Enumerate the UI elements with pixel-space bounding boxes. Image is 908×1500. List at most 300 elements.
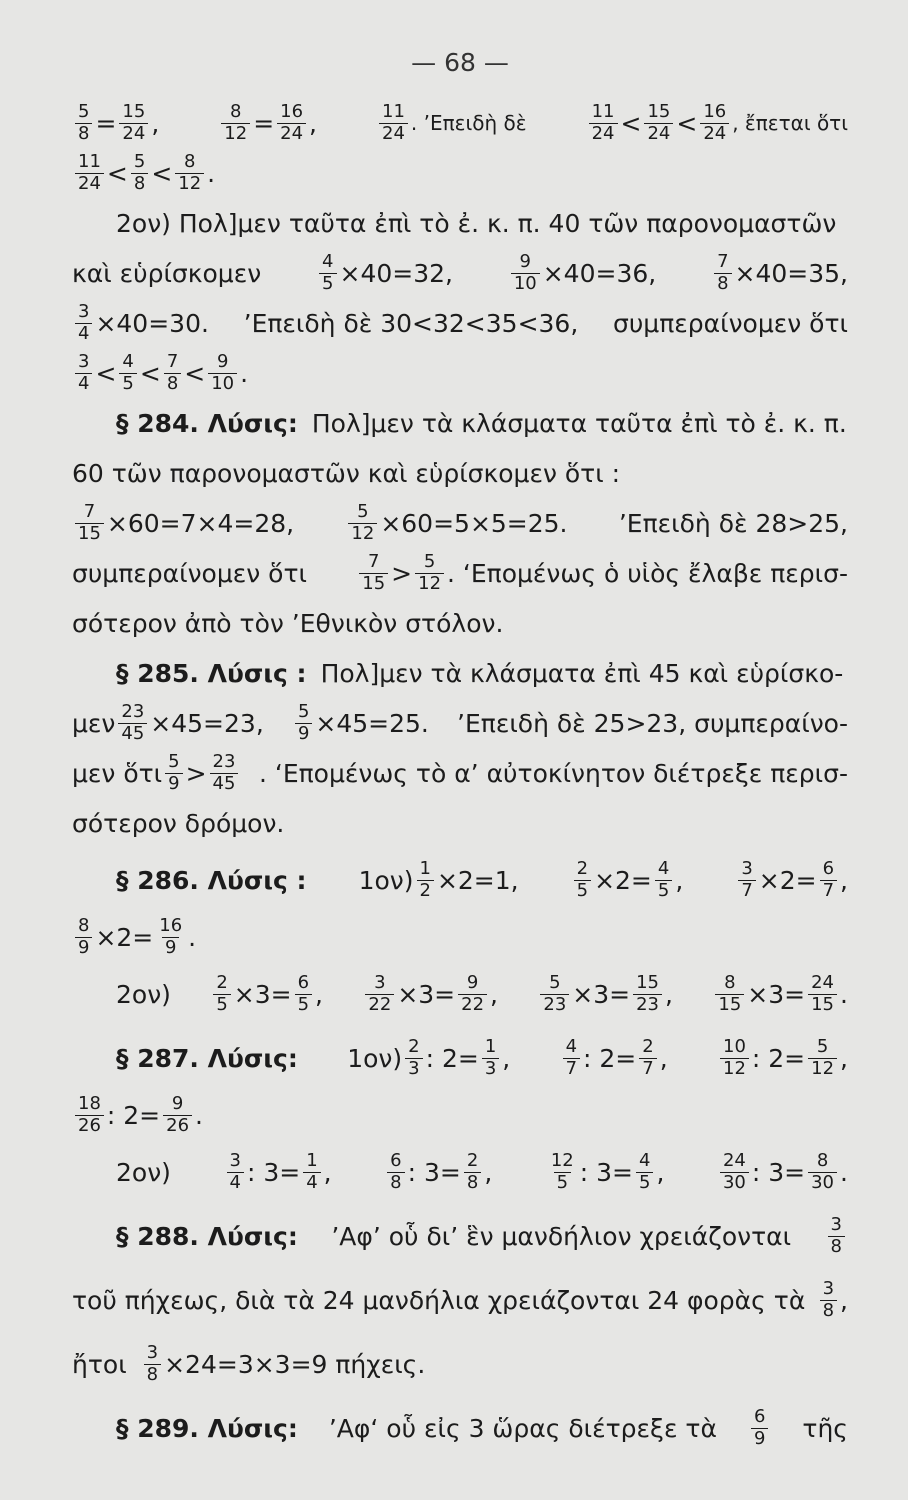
numerator: 10 — [723, 1035, 746, 1057]
fraction — [563, 1035, 580, 1079]
line-13 — [72, 701, 848, 745]
text: ’Επειδὴ δὲ 30<32<35<36, — [243, 308, 579, 338]
numerator: 24 — [811, 971, 834, 993]
fraction — [118, 700, 147, 744]
numerator: 5 — [816, 1035, 829, 1057]
denominator: 10 — [511, 273, 540, 294]
text: 1ον) — [347, 1043, 403, 1073]
fraction — [379, 100, 408, 144]
fraction — [808, 971, 837, 1015]
denominator: 8 — [131, 173, 148, 194]
numerator: 8 — [724, 971, 736, 993]
line-1 — [72, 101, 848, 145]
fraction — [820, 857, 837, 901]
text: ×40=30. — [95, 308, 209, 338]
section-heading: § 286. Λύσις : — [116, 865, 307, 895]
denominator: 7 — [820, 880, 837, 901]
numerator: 4 — [322, 250, 334, 272]
numerator: 9 — [216, 350, 229, 372]
fraction — [75, 500, 104, 544]
denominator: 24 — [277, 123, 306, 144]
numerator: 16 — [159, 914, 183, 936]
comma: , — [659, 1043, 668, 1073]
section-heading: § 288. Λύσις: — [116, 1221, 298, 1251]
numerator: 7 — [166, 350, 179, 372]
text: ἤτοι — [72, 1349, 127, 1379]
operator: < — [184, 358, 206, 388]
text: ×45=23, — [150, 708, 264, 738]
numerator: 7 — [717, 250, 729, 272]
numerator: 3 — [830, 1213, 842, 1235]
numerator: 23 — [121, 700, 145, 722]
denominator: 9 — [75, 937, 92, 958]
numerator: 8 — [230, 100, 242, 122]
numerator: 9 — [519, 250, 531, 272]
expr — [362, 971, 498, 1015]
expr — [717, 1035, 848, 1079]
line-19 — [72, 1029, 848, 1087]
numerator: 15 — [636, 971, 660, 993]
fraction — [820, 1277, 837, 1321]
text: ’Αφ’ οὗ δι’ ἓν μανδήλιον χρειάζονται — [331, 1221, 792, 1251]
numerator: 6 — [753, 1405, 766, 1427]
text: : 2= — [751, 1043, 806, 1073]
text: 60 τῶν παρονομαστῶν καὶ εὑρίσκομεν ὅτι : — [72, 458, 621, 488]
line-17 — [72, 915, 848, 959]
fraction — [295, 971, 312, 1015]
numerator: 3 — [822, 1277, 835, 1299]
fraction — [75, 300, 92, 344]
text: ×45=25. — [315, 708, 429, 738]
fraction — [511, 250, 540, 294]
expr — [735, 857, 848, 901]
expr — [72, 300, 209, 344]
text: ×24=3×3=9 πήχεις. — [164, 1349, 426, 1379]
denominator: 45 — [118, 723, 147, 744]
period: . — [188, 922, 197, 952]
section-heading: § 287. Λύσις: — [116, 1043, 298, 1073]
denominator: 15 — [75, 523, 104, 544]
numerator: 7 — [83, 500, 96, 522]
numerator: 24 — [722, 1149, 746, 1171]
text: , ἔπεται ὅτι — [732, 111, 848, 135]
expr — [376, 100, 527, 144]
denominator: 9 — [165, 773, 182, 794]
denominator: 8 — [387, 1172, 404, 1193]
line-2 — [72, 151, 848, 195]
fraction — [131, 150, 148, 194]
numerator: 5 — [357, 500, 369, 522]
denominator: 3 — [405, 1058, 422, 1079]
denominator: 23 — [540, 994, 569, 1015]
expr — [560, 1035, 668, 1079]
denominator: 5 — [574, 880, 591, 901]
numerator: 4 — [638, 1149, 651, 1171]
fraction — [751, 1405, 768, 1449]
denominator: 5 — [636, 1172, 653, 1193]
fraction — [208, 350, 237, 394]
fraction — [417, 857, 434, 901]
denominator: 2 — [417, 880, 434, 901]
line-20 — [72, 1093, 848, 1137]
period: . — [840, 1157, 848, 1187]
fraction — [75, 150, 104, 194]
fraction — [636, 1149, 653, 1193]
denominator: 24 — [379, 123, 408, 144]
denominator: 12 — [348, 523, 377, 544]
expr — [545, 1149, 665, 1193]
expr — [210, 971, 323, 1015]
text: ’Επειδὴ δὲ 25>23, συμπεραίνο- — [457, 708, 848, 738]
expr — [711, 250, 848, 294]
fraction — [75, 914, 92, 958]
numerator: 16 — [280, 100, 304, 122]
expr — [316, 250, 453, 294]
expr — [72, 914, 197, 958]
fraction — [415, 550, 444, 594]
denominator: 7 — [639, 1058, 656, 1079]
text: : 2= — [106, 1100, 161, 1130]
fraction — [828, 1213, 845, 1257]
period: . — [240, 358, 249, 388]
text: ×40=36, — [542, 258, 657, 288]
expr — [72, 1092, 203, 1136]
numerator: 1 — [306, 1149, 318, 1171]
text: ×60=5×5=25. — [380, 508, 568, 538]
line-14 — [72, 751, 848, 795]
line-12 — [72, 651, 848, 695]
fraction — [365, 971, 394, 1015]
fraction — [210, 750, 239, 794]
fraction — [482, 1035, 499, 1079]
fraction — [720, 1149, 749, 1193]
comma: , — [490, 979, 498, 1009]
numerator: 2 — [408, 1035, 420, 1057]
expr — [537, 971, 673, 1015]
fraction — [639, 1035, 656, 1079]
denominator: 8 — [464, 1172, 481, 1193]
fraction — [464, 1149, 481, 1193]
numerator: 5 — [297, 700, 310, 722]
denominator: 12 — [720, 1058, 749, 1079]
denominator: 22 — [458, 994, 487, 1015]
fraction — [277, 100, 306, 144]
comma: , — [502, 1043, 511, 1073]
denominator: 9 — [295, 723, 312, 744]
fraction — [808, 1035, 837, 1079]
line-21 — [72, 1143, 848, 1201]
fraction — [119, 350, 136, 394]
line-5 — [72, 301, 848, 345]
fraction — [633, 971, 662, 1015]
fraction — [714, 250, 731, 294]
numerator: 3 — [146, 1341, 159, 1363]
text: 1ον) — [358, 865, 414, 895]
denominator: 30 — [808, 1172, 837, 1193]
denominator: 12 — [221, 123, 250, 144]
fraction — [589, 100, 618, 144]
expr — [72, 700, 264, 744]
comma: , — [840, 865, 848, 895]
denominator: 8 — [828, 1236, 845, 1257]
denominator: 8 — [144, 1364, 161, 1385]
fraction — [738, 857, 755, 901]
numerator: 4 — [657, 857, 670, 879]
numerator: 6 — [822, 857, 835, 879]
line-23 — [72, 1271, 848, 1329]
numerator: 4 — [122, 350, 134, 372]
numerator: 8 — [183, 150, 196, 172]
operator: < — [620, 108, 642, 138]
line-18 — [72, 965, 848, 1023]
fraction — [165, 750, 182, 794]
numerator: 11 — [382, 100, 405, 122]
numerator: 2 — [642, 1035, 654, 1057]
expr — [384, 1149, 493, 1193]
line-16 — [72, 851, 848, 909]
denominator: 30 — [720, 1172, 749, 1193]
denominator: 8 — [75, 123, 92, 144]
fraction — [295, 700, 312, 744]
line-6 — [72, 351, 848, 395]
fraction — [348, 500, 377, 544]
denominator: 8 — [164, 373, 181, 394]
numerator: 2 — [576, 857, 589, 879]
comma: , — [309, 108, 317, 138]
section-heading: § 289. Λύσις: — [116, 1413, 298, 1443]
fraction — [164, 350, 181, 394]
denominator: 15 — [359, 573, 388, 594]
fraction — [540, 971, 569, 1015]
fraction — [303, 1149, 320, 1193]
text: ×2= — [758, 865, 817, 895]
numerator: 5 — [423, 550, 436, 572]
comma: , — [665, 979, 673, 1009]
denominator: 22 — [365, 994, 394, 1015]
numerator: 3 — [229, 1149, 241, 1171]
period: . — [195, 1100, 203, 1130]
operator: < — [95, 358, 117, 388]
numerator: 2 — [216, 971, 228, 993]
text: Πολ]μεν τὰ κλάσματα ταῦτα ἐπὶ τὸ ἐ. κ. π. — [311, 408, 847, 438]
numerator: 5 — [78, 100, 90, 122]
expr — [218, 100, 317, 144]
denominator: 23 — [633, 994, 662, 1015]
line-15 — [72, 801, 848, 845]
numerator: 11 — [78, 150, 101, 172]
text: ’Επειδὴ δὲ 28>25, — [618, 508, 848, 538]
fraction — [163, 1092, 192, 1136]
fraction — [655, 857, 672, 901]
line-22 — [72, 1207, 848, 1265]
text: μεν — [72, 708, 116, 738]
text: καὶ εὑρίσκομεν — [72, 258, 262, 288]
text: Πολ]μεν τὰ κλάσματα ἐπὶ 45 καὶ εὑρίσκο- — [320, 658, 844, 688]
numerator: 3 — [78, 350, 90, 372]
fraction — [387, 1149, 404, 1193]
numerator: 1 — [419, 857, 431, 879]
numerator: 1 — [484, 1035, 497, 1057]
numerator: 11 — [591, 100, 615, 122]
text: : 2= — [583, 1043, 637, 1073]
denominator: 7 — [563, 1058, 580, 1079]
numerator: 15 — [122, 100, 146, 122]
denominator: 5 — [655, 880, 672, 901]
text: . ‘Επομένως ὁ υἱὸς ἔλαβε περισ- — [447, 558, 848, 588]
text: . ’Επειδὴ δὲ — [410, 111, 527, 135]
line-10 — [72, 551, 848, 595]
text: : 3= — [407, 1157, 461, 1187]
section-heading: § 284. Λύσις: — [116, 408, 298, 438]
numerator: 5 — [549, 971, 561, 993]
line-9 — [72, 501, 848, 545]
numerator: 15 — [647, 100, 671, 122]
denominator: 26 — [75, 1115, 104, 1136]
text: 2ον) — [116, 979, 171, 1009]
fraction — [405, 1035, 422, 1079]
text: 2ον) — [116, 1157, 171, 1187]
denominator: 4 — [75, 323, 92, 344]
expr — [358, 857, 519, 901]
numerator: 9 — [171, 1092, 184, 1114]
operator: = — [253, 108, 275, 138]
denominator: 15 — [808, 994, 837, 1015]
comma: , — [151, 108, 160, 138]
expr — [292, 700, 429, 744]
text: ×3= — [233, 979, 292, 1009]
expr — [141, 1341, 426, 1385]
numerator: 3 — [741, 857, 753, 879]
expr — [72, 150, 216, 194]
comma: , — [840, 1043, 848, 1073]
expr — [356, 550, 848, 594]
fraction — [227, 1149, 244, 1193]
text: ×3= — [397, 979, 456, 1009]
expr — [72, 500, 295, 544]
expr — [72, 750, 241, 794]
denominator: 5 — [119, 373, 136, 394]
numerator: 3 — [78, 300, 90, 322]
denominator: 5 — [295, 994, 312, 1015]
expr — [712, 971, 848, 1015]
operator: < — [676, 108, 698, 138]
fraction — [644, 100, 673, 144]
text: συμπεραίνομεν ὅτι — [72, 558, 307, 588]
text: ×40=35, — [734, 258, 848, 288]
line-8 — [72, 451, 848, 495]
denominator: 9 — [162, 937, 179, 958]
text: ×2=1, — [436, 865, 519, 895]
comma: , — [315, 979, 323, 1009]
line-11 — [72, 601, 848, 645]
expr — [72, 100, 160, 144]
fraction — [458, 971, 487, 1015]
expr — [347, 1035, 511, 1079]
numerator: 8 — [816, 1149, 829, 1171]
fraction — [221, 100, 250, 144]
operator: < — [151, 158, 173, 188]
denominator: 24 — [119, 123, 148, 144]
numerator: 4 — [565, 1035, 578, 1057]
operator: < — [106, 158, 128, 188]
fraction — [75, 1092, 104, 1136]
text: ×60=7×4=28, — [106, 508, 295, 538]
text: τῆς — [802, 1413, 848, 1443]
section-heading: § 285. Λύσις : — [116, 658, 307, 688]
fraction — [715, 971, 744, 1015]
denominator: 5 — [319, 273, 336, 294]
fraction — [144, 1341, 161, 1385]
line-7 — [72, 401, 848, 445]
denominator: 8 — [820, 1300, 837, 1321]
fraction — [700, 100, 729, 144]
fraction — [720, 1035, 749, 1079]
expr — [586, 100, 848, 144]
text: συμπεραίνομεν ὅτι — [612, 308, 848, 338]
text: : 3= — [246, 1157, 301, 1187]
denominator: 4 — [75, 373, 92, 394]
denominator: 24 — [644, 123, 673, 144]
comma: , — [656, 1157, 665, 1187]
operator: = — [95, 108, 117, 138]
numerator: 3 — [374, 971, 386, 993]
numerator: 7 — [367, 550, 380, 572]
line-25 — [72, 1399, 848, 1457]
fraction — [75, 100, 92, 144]
operator: < — [139, 358, 161, 388]
text: 2ον) Πολ]μεν ταῦτα ἐπὶ τὸ ἐ. κ. π. 40 τῶν παρονομαστῶν — [116, 208, 837, 238]
expr — [508, 250, 657, 294]
fraction — [119, 100, 148, 144]
comma: , — [484, 1157, 493, 1187]
denominator: 8 — [714, 273, 731, 294]
denominator: 45 — [210, 773, 239, 794]
period: . — [840, 979, 848, 1009]
text: ×40=32, — [339, 258, 453, 288]
comma: , — [323, 1157, 332, 1187]
numerator: 8 — [78, 914, 90, 936]
text: ×2= — [594, 865, 652, 895]
operator: > — [391, 558, 413, 588]
expr — [817, 1277, 848, 1321]
fraction — [548, 1149, 577, 1193]
fraction — [75, 350, 92, 394]
numerator: 23 — [212, 750, 236, 772]
line-4 — [72, 251, 848, 295]
numerator: 5 — [133, 150, 146, 172]
fraction — [808, 1149, 837, 1193]
numerator: 5 — [168, 750, 180, 772]
denominator: 7 — [738, 880, 755, 901]
denominator: 24 — [75, 173, 104, 194]
numerator: 6 — [297, 971, 310, 993]
comma: , — [840, 1285, 848, 1315]
denominator: 15 — [715, 994, 744, 1015]
denominator: 26 — [163, 1115, 192, 1136]
line-3 — [72, 201, 848, 245]
text: : 3= — [751, 1157, 806, 1187]
fraction — [359, 550, 388, 594]
fraction — [213, 971, 230, 1015]
text: ×2= — [95, 922, 154, 952]
text: : 2= — [425, 1043, 479, 1073]
numerator: 2 — [466, 1149, 479, 1171]
text: σότερον δρόμον. — [72, 808, 285, 838]
period: . — [207, 158, 216, 188]
numerator: 18 — [78, 1092, 101, 1114]
denominator: 9 — [751, 1428, 768, 1449]
fraction — [574, 857, 591, 901]
